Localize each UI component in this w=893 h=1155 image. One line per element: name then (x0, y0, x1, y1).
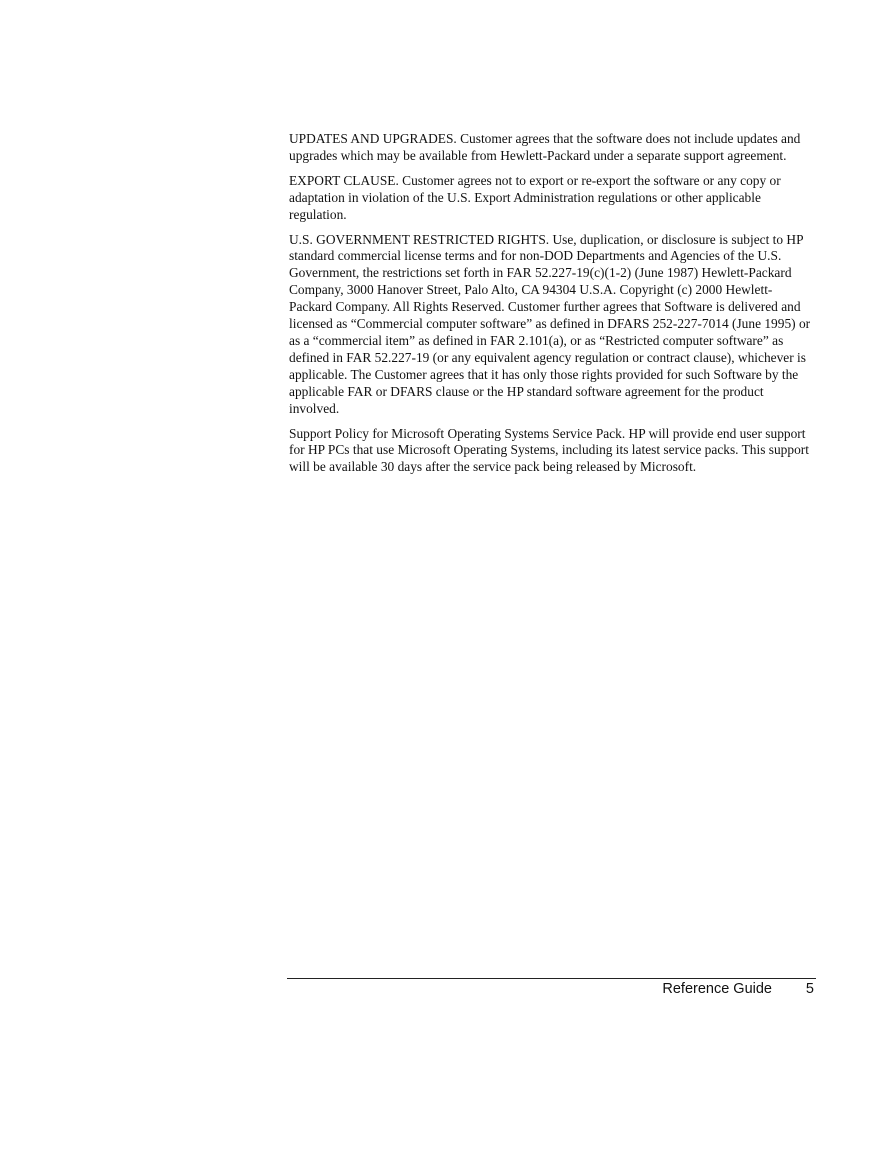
paragraph-government-restricted-rights: U.S. GOVERNMENT RESTRICTED RIGHTS. Use, duplication, or disclosure is subject to HP standard commercial license terms and for non-DOD Departments and Agencies of the U.S. Government, the restrictions set forth in FAR 52.227-19(c)(1-2) (June 1987) Hewlett-Packard Company, 3000 Hanover Street, Palo Alto, CA 94304 U.S.A. Copyright (c) 2000 Hewlett-Packard Company. All Rights Reserved. Customer further agrees that Software is delivered and licensed as “Commercial computer software” as defined in DFARS 252-227-7014 (June 1995) or as a “commercial item” as defined in FAR 2.101(a), or as “Restricted computer software” as defined in FAR 52.227-19 (or any equivalent agency regulation or contract clause), whichever is applicable. The Customer agrees that it has only those rights provided for such Software by the applicable FAR or DFARS clause or the HP standard software agreement for the product involved. (289, 231, 811, 416)
footer-rule (287, 978, 816, 979)
body-text (289, 131, 815, 484)
page-footer (287, 980, 816, 1000)
paragraph-export-clause: EXPORT CLAUSE. Customer agrees not to export or re-export the software or any copy or adaptation in violation of the U.S. Export Administration regulations or other applicable regulation. (289, 172, 781, 222)
page-number: 5 (805, 981, 814, 997)
paragraph-support-policy: Support Policy for Microsoft Operating Systems Service Pack. HP will provide end user support for HP PCs that use Microsoft Operating Systems, including its latest service packs. This support will be available 30 days after the service pack being released by Microsoft. (289, 425, 809, 475)
paragraph-updates-and-upgrades: UPDATES AND UPGRADES. Customer agrees that the software does not include updates and upgrades which may be available from Hewlett-Packard under a separate support agreement. (289, 131, 801, 163)
footer-title: Reference Guide (662, 981, 772, 997)
